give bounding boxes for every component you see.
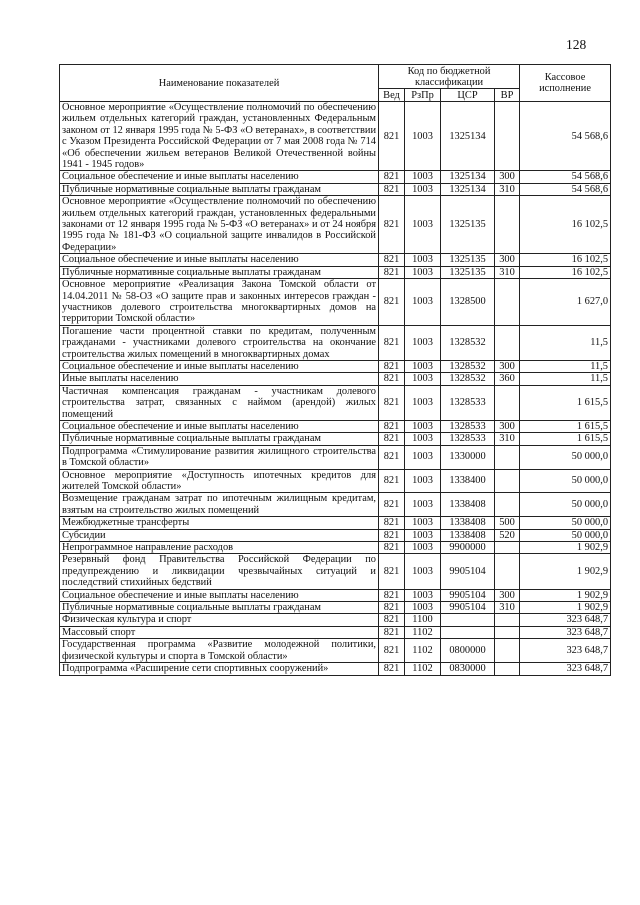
- row-ved: 821: [379, 614, 405, 626]
- row-ved: 821: [379, 639, 405, 663]
- row-rzpr: 1102: [405, 663, 441, 675]
- table-row: [60, 589, 611, 601]
- row-csr: 1325134: [441, 183, 495, 195]
- row-ved: 821: [379, 420, 405, 432]
- row-ved: 821: [379, 360, 405, 372]
- table-row: [60, 554, 611, 589]
- table-row: [60, 542, 611, 554]
- row-csr: 1338408: [441, 517, 495, 529]
- row-name: Основное мероприятие «Доступность ипотечных кредитов для жителей Томской области»: [60, 469, 379, 493]
- row-ved: 821: [379, 542, 405, 554]
- row-rzpr: 1003: [405, 360, 441, 372]
- row-name: Иные выплаты населению: [60, 373, 379, 385]
- row-amount: 16 102,5: [520, 266, 611, 278]
- row-ved: 821: [379, 183, 405, 195]
- row-name: Социальное обеспечение и иные выплаты населению: [60, 171, 379, 183]
- row-amount: 1 627,0: [520, 279, 611, 326]
- row-amount: 54 568,6: [520, 102, 611, 171]
- row-csr: 1325135: [441, 254, 495, 266]
- row-name: Основное мероприятие «Реализация Закона Томской области от 14.04.2011 № 58-ОЗ «О защите прав и законных интересов граждан - участников долевого строительства многоквартирных домов на территории Томской области»: [60, 279, 379, 326]
- row-csr: 1325135: [441, 266, 495, 278]
- row-ved: 821: [379, 254, 405, 266]
- row-csr: 0800000: [441, 639, 495, 663]
- row-vr: [495, 626, 520, 638]
- row-name: Основное мероприятие «Осуществление полномочий по обеспечению жильем отдельных категорий граждан, установленных федеральными законами от 12 января 1995 года № 5-ФЗ «О ветеранах» и от 24 ноября 1995 года № 181-ФЗ «О социальной защите инвалидов в Российской Федерации»: [60, 196, 379, 254]
- row-rzpr: 1003: [405, 589, 441, 601]
- budget-execution-table: [59, 64, 611, 676]
- row-name: Публичные нормативные социальные выплаты гражданам: [60, 266, 379, 278]
- row-vr: [495, 445, 520, 469]
- row-csr: [441, 614, 495, 626]
- table-row: [60, 469, 611, 493]
- row-amount: 50 000,0: [520, 445, 611, 469]
- row-name: Подпрограмма «Стимулирование развития жилищного строительства в Томской области»: [60, 445, 379, 469]
- row-rzpr: 1003: [405, 493, 441, 517]
- row-ved: 821: [379, 589, 405, 601]
- row-rzpr: 1003: [405, 602, 441, 614]
- table-row: [60, 445, 611, 469]
- row-vr: 300: [495, 420, 520, 432]
- row-vr: 300: [495, 254, 520, 266]
- row-amount: 323 648,7: [520, 663, 611, 675]
- row-rzpr: 1003: [405, 445, 441, 469]
- row-ved: 821: [379, 171, 405, 183]
- row-ved: 821: [379, 279, 405, 326]
- row-vr: 360: [495, 373, 520, 385]
- row-csr: 1328500: [441, 279, 495, 326]
- row-csr: 1325135: [441, 196, 495, 254]
- table-row: [60, 420, 611, 432]
- row-ved: 821: [379, 385, 405, 420]
- row-csr: 1325134: [441, 171, 495, 183]
- row-vr: [495, 493, 520, 517]
- row-csr: 1328533: [441, 385, 495, 420]
- row-name: Субсидии: [60, 529, 379, 541]
- row-ved: 821: [379, 517, 405, 529]
- row-amount: 323 648,7: [520, 614, 611, 626]
- row-vr: 300: [495, 360, 520, 372]
- row-rzpr: 1003: [405, 373, 441, 385]
- row-amount: 16 102,5: [520, 254, 611, 266]
- row-vr: 310: [495, 183, 520, 195]
- row-name: Частичная компенсация гражданам - участникам долевого строительства затрат, связанных с наймом (арендой) жилых помещений: [60, 385, 379, 420]
- row-vr: [495, 554, 520, 589]
- row-rzpr: 1100: [405, 614, 441, 626]
- row-name: Межбюджетные трансферты: [60, 517, 379, 529]
- row-name: Основное мероприятие «Осуществление полномочий по обеспечению жильем отдельных категорий граждан, установленных Федеральным законом от 12 января 1995 года № 5-ФЗ «О ветеранах», в соответствии с Указом Президента Российской Федерации от 7 мая 2008 года № 714 «Об обеспечении жильем ветеранов Великой Отечественной войны 1941 - 1945 годов»: [60, 102, 379, 171]
- row-rzpr: 1003: [405, 325, 441, 360]
- row-csr: 9905104: [441, 602, 495, 614]
- row-csr: 9900000: [441, 542, 495, 554]
- table-row: [60, 602, 611, 614]
- row-csr: 9905104: [441, 554, 495, 589]
- table-row: [60, 171, 611, 183]
- table-row: [60, 517, 611, 529]
- row-name: Непрограммное направление расходов: [60, 542, 379, 554]
- row-vr: [495, 542, 520, 554]
- row-rzpr: 1003: [405, 529, 441, 541]
- table-row: [60, 254, 611, 266]
- row-csr: 1338408: [441, 493, 495, 517]
- row-name: Социальное обеспечение и иные выплаты населению: [60, 254, 379, 266]
- row-rzpr: 1003: [405, 171, 441, 183]
- table-row: [60, 663, 611, 675]
- row-rzpr: 1003: [405, 554, 441, 589]
- row-vr: 310: [495, 602, 520, 614]
- row-name: Публичные нормативные социальные выплаты гражданам: [60, 183, 379, 195]
- table-row: [60, 266, 611, 278]
- row-amount: 50 000,0: [520, 517, 611, 529]
- row-amount: 50 000,0: [520, 469, 611, 493]
- row-amount: 1 902,9: [520, 589, 611, 601]
- row-vr: [495, 663, 520, 675]
- row-ved: 821: [379, 626, 405, 638]
- row-rzpr: 1003: [405, 433, 441, 445]
- row-name: Физическая культура и спорт: [60, 614, 379, 626]
- row-amount: 11,5: [520, 373, 611, 385]
- table-row: [60, 196, 611, 254]
- row-amount: 1 902,9: [520, 602, 611, 614]
- table-row: [60, 183, 611, 195]
- row-vr: [495, 279, 520, 326]
- row-csr: 0830000: [441, 663, 495, 675]
- row-name: Публичные нормативные социальные выплаты гражданам: [60, 433, 379, 445]
- table-row: [60, 325, 611, 360]
- row-csr: 1338400: [441, 469, 495, 493]
- row-rzpr: 1003: [405, 542, 441, 554]
- table-row: [60, 279, 611, 326]
- row-rzpr: 1003: [405, 266, 441, 278]
- table-row: [60, 614, 611, 626]
- row-rzpr: 1003: [405, 196, 441, 254]
- row-ved: 821: [379, 433, 405, 445]
- row-vr: 310: [495, 433, 520, 445]
- row-ved: 821: [379, 663, 405, 675]
- row-csr: 1325134: [441, 102, 495, 171]
- row-ved: 821: [379, 529, 405, 541]
- row-amount: 1 902,9: [520, 554, 611, 589]
- row-rzpr: 1003: [405, 279, 441, 326]
- row-vr: 500: [495, 517, 520, 529]
- table-row: [60, 385, 611, 420]
- row-name: Массовый спорт: [60, 626, 379, 638]
- header-amount: Кассовое исполнение: [520, 65, 611, 102]
- table-row: [60, 102, 611, 171]
- table-row: [60, 626, 611, 638]
- row-vr: [495, 196, 520, 254]
- row-rzpr: 1102: [405, 639, 441, 663]
- row-vr: [495, 469, 520, 493]
- row-name: Резервный фонд Правительства Российской Федерации по предупреждению и ликвидации чрезвычайных ситуаций и последствий стихийных бедствий: [60, 554, 379, 589]
- row-rzpr: 1003: [405, 183, 441, 195]
- header-name: Наименование показателей: [60, 65, 379, 102]
- row-vr: [495, 325, 520, 360]
- row-csr: 1328533: [441, 433, 495, 445]
- row-amount: 1 902,9: [520, 542, 611, 554]
- row-ved: 821: [379, 445, 405, 469]
- row-csr: 1328532: [441, 325, 495, 360]
- row-ved: 821: [379, 325, 405, 360]
- header-rzpr: РзПр: [405, 89, 441, 102]
- table-row: [60, 639, 611, 663]
- row-amount: 11,5: [520, 325, 611, 360]
- table-row: [60, 493, 611, 517]
- row-ved: 821: [379, 554, 405, 589]
- row-csr: 9905104: [441, 589, 495, 601]
- row-rzpr: 1003: [405, 517, 441, 529]
- row-name: Государственная программа «Развитие молодежной политики, физической культуры и спорта в Томской области»: [60, 639, 379, 663]
- row-vr: 300: [495, 589, 520, 601]
- row-name: Социальное обеспечение и иные выплаты населению: [60, 420, 379, 432]
- row-csr: 1328532: [441, 360, 495, 372]
- row-csr: 1328532: [441, 373, 495, 385]
- row-amount: 16 102,5: [520, 196, 611, 254]
- row-ved: 821: [379, 469, 405, 493]
- row-amount: 1 615,5: [520, 420, 611, 432]
- row-vr: [495, 639, 520, 663]
- header-csr: ЦСР: [441, 89, 495, 102]
- row-rzpr: 1003: [405, 102, 441, 171]
- row-csr: 1338408: [441, 529, 495, 541]
- row-ved: 821: [379, 602, 405, 614]
- table-row: [60, 360, 611, 372]
- row-name: Социальное обеспечение и иные выплаты населению: [60, 589, 379, 601]
- row-csr: 1330000: [441, 445, 495, 469]
- row-ved: 821: [379, 373, 405, 385]
- row-rzpr: 1102: [405, 626, 441, 638]
- table-row: [60, 433, 611, 445]
- row-ved: 821: [379, 266, 405, 278]
- row-vr: 520: [495, 529, 520, 541]
- row-vr: 300: [495, 171, 520, 183]
- row-ved: 821: [379, 493, 405, 517]
- row-vr: [495, 102, 520, 171]
- row-amount: 323 648,7: [520, 639, 611, 663]
- row-csr: 1328533: [441, 420, 495, 432]
- row-ved: 821: [379, 102, 405, 171]
- row-name: Погашение части процентной ставки по кредитам, полученным гражданами - участниками долевого строительства на окончание строительства жилых помещений в многоквартирных домах: [60, 325, 379, 360]
- row-amount: 323 648,7: [520, 626, 611, 638]
- row-ved: 821: [379, 196, 405, 254]
- row-rzpr: 1003: [405, 385, 441, 420]
- header-vr: ВР: [495, 89, 520, 102]
- header-code-group: Код по бюджетной классификации: [379, 65, 520, 89]
- row-vr: 310: [495, 266, 520, 278]
- row-amount: 54 568,6: [520, 171, 611, 183]
- page-number: 128: [566, 37, 587, 52]
- row-rzpr: 1003: [405, 254, 441, 266]
- row-amount: 1 615,5: [520, 433, 611, 445]
- row-amount: 50 000,0: [520, 493, 611, 517]
- row-name: Социальное обеспечение и иные выплаты населению: [60, 360, 379, 372]
- row-name: Публичные нормативные социальные выплаты гражданам: [60, 602, 379, 614]
- row-rzpr: 1003: [405, 420, 441, 432]
- table-row: [60, 373, 611, 385]
- row-amount: 54 568,6: [520, 183, 611, 195]
- row-vr: [495, 614, 520, 626]
- row-amount: 50 000,0: [520, 529, 611, 541]
- row-amount: 1 615,5: [520, 385, 611, 420]
- row-name: Возмещение гражданам затрат по ипотечным жилищным кредитам, взятым на строительство жилых помещений: [60, 493, 379, 517]
- table-row: [60, 529, 611, 541]
- row-rzpr: 1003: [405, 469, 441, 493]
- row-vr: [495, 385, 520, 420]
- row-name: Подпрограмма «Расширение сети спортивных сооружений»: [60, 663, 379, 675]
- header-ved: Вед: [379, 89, 405, 102]
- row-amount: 11,5: [520, 360, 611, 372]
- row-csr: [441, 626, 495, 638]
